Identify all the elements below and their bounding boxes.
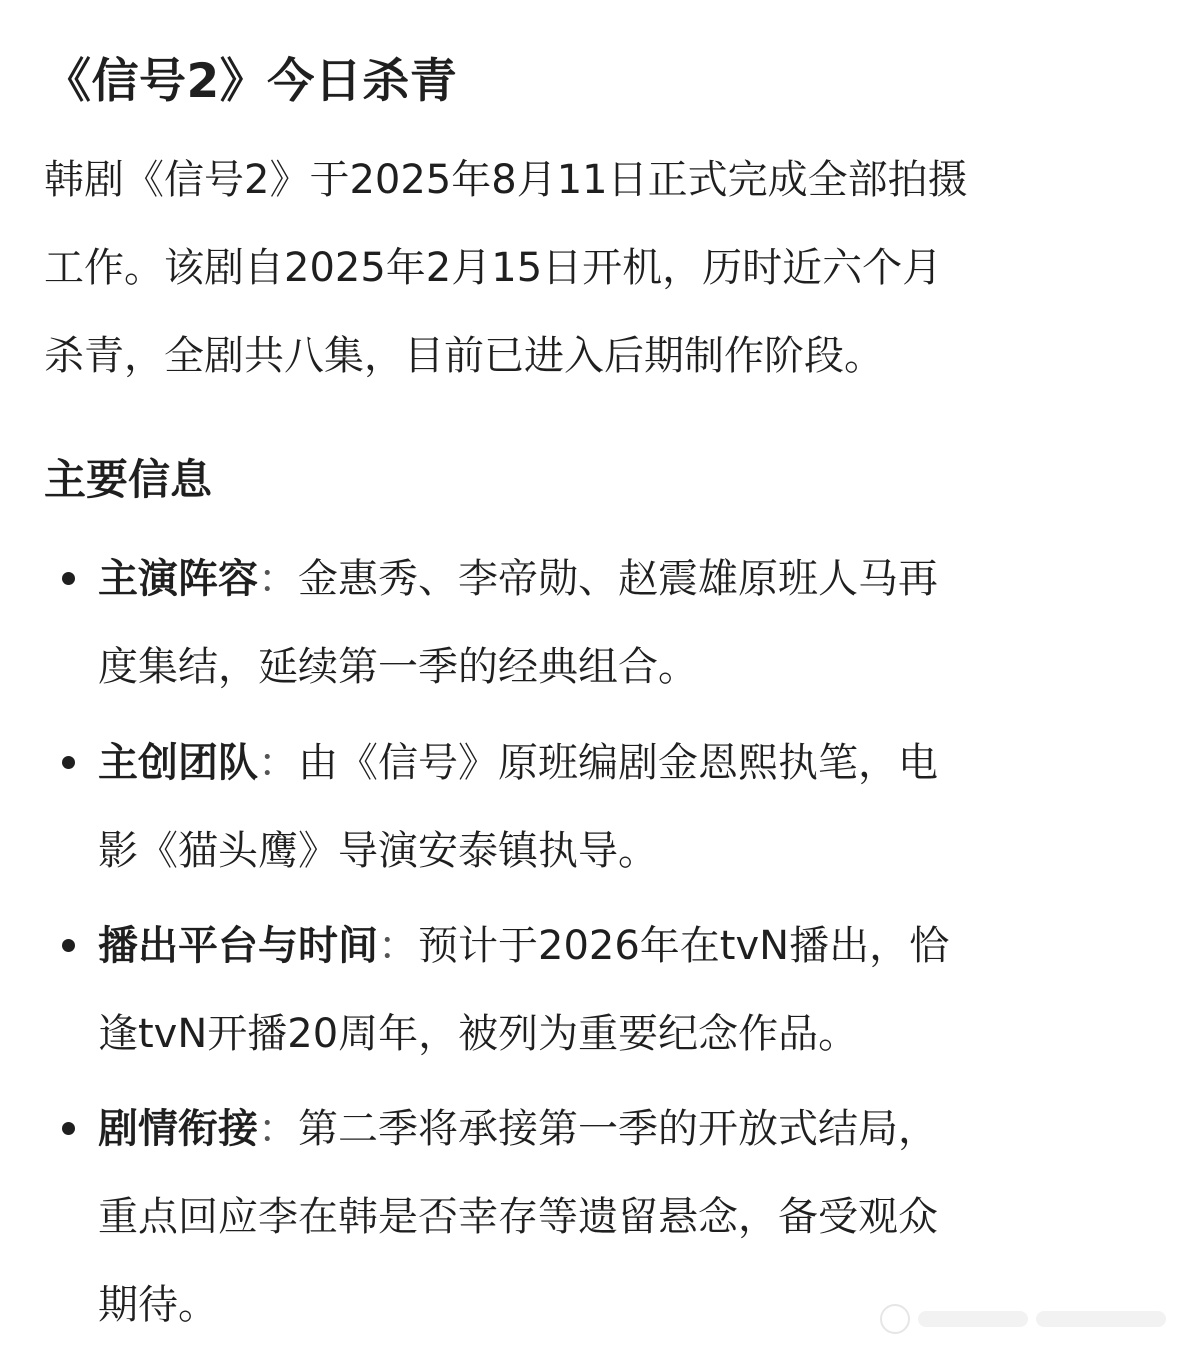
list-item-text [98,902,949,1078]
section-heading: 主要信息 [44,455,213,504]
label-separator: ： [258,556,298,602]
intro-line: 韩剧《信号2》于2025年8月11日正式完成全部拍摄 [44,157,968,203]
list-item-line: 重点回应李在韩是否幸存等遗留悬念，备受观众 [98,1194,938,1240]
article-title: 《信号2》今日杀青 [44,54,458,109]
watermark-mark [1036,1311,1166,1327]
label-separator: ： [258,1106,298,1152]
list-item-text [98,1085,938,1349]
list-item-line: 影《猫头鹰》导演安泰镇执导。 [98,828,658,874]
list-item-line: 度集结，延续第一季的经典组合。 [98,644,698,690]
intro-line: 工作。该剧自2025年2月15日开机，历时近六个月 [44,245,943,291]
list-item-label: 播出平台与时间 [98,923,378,969]
watermark-avatar-icon [880,1304,910,1334]
list-item-line [98,1085,938,1173]
list-item-text [98,535,938,711]
list-item-line [98,902,949,990]
list-item-line: 逢tvN开播20周年，被列为重要纪念作品。 [98,1011,859,1057]
list-item-content: 第二季将承接第一季的开放式结局， [298,1106,938,1152]
list-item-line [98,535,938,623]
label-separator: ： [378,923,418,969]
list-item-label: 主演阵容 [98,556,258,602]
list-item-content: 由《信号》原班编剧金恩熙执笔，电 [298,740,938,786]
intro-line: 杀青，全剧共八集，目前已进入后期制作阶段。 [44,333,884,379]
list-item-line [98,719,938,807]
watermark [880,1300,1170,1338]
intro-paragraph [44,136,968,400]
bullet-icon [62,1122,75,1135]
list-item-line: 期待。 [98,1282,218,1328]
bullet-icon [62,939,75,952]
list-item-content: 预计于2026年在tvN播出，恰 [418,923,950,969]
list-item-content: 金惠秀、李帝勋、赵震雄原班人马再 [298,556,938,602]
list-item-label: 主创团队 [98,740,258,786]
bullet-icon [62,756,75,769]
list-item-label: 剧情衔接 [98,1106,258,1152]
label-separator: ： [258,740,298,786]
bullet-icon [62,572,75,585]
watermark-mark [918,1311,1028,1327]
list-item-text [98,719,938,895]
